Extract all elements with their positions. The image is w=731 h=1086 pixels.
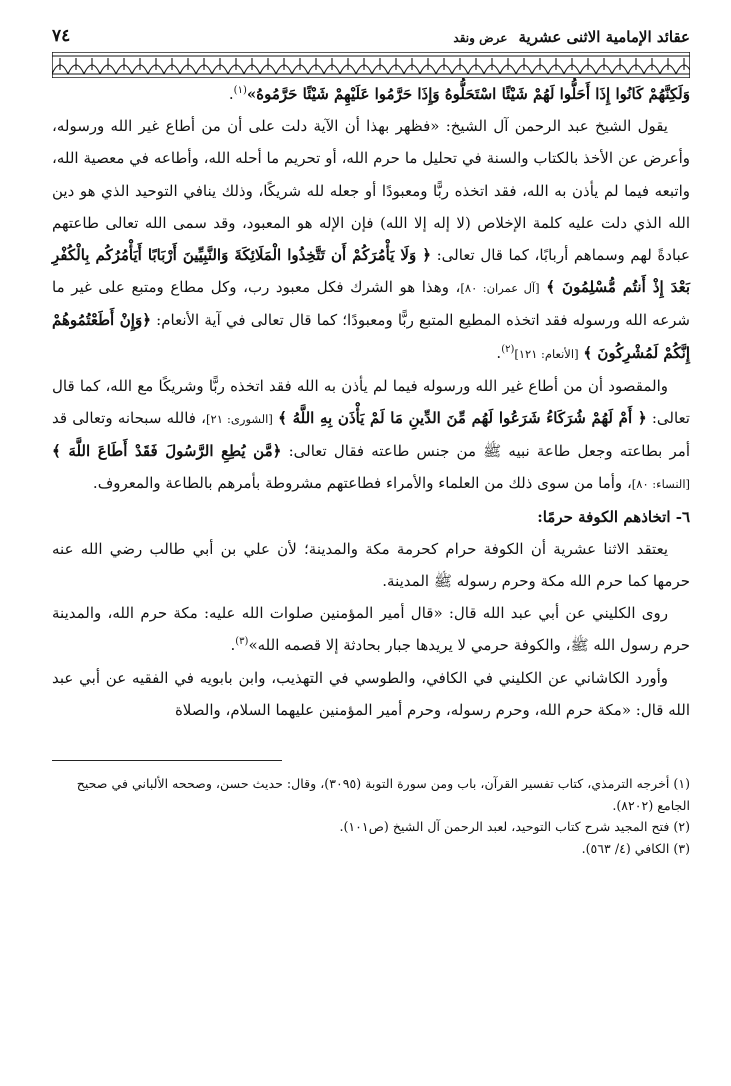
text-run: روى الكليني عن أبي عبد الله قال: «قال أمير المؤمنين صلوات الله عليه: مكة حرم الله، والمدينة حرم رسول الله ﷺ، والكوفة حرمي لا يريدها جبار بحادثة إلا قصمه الله» [52,604,690,655]
quran-verse: ﴿مَّن يُطِعِ الرَّسُولَ فَقَدْ أَطَاعَ اللَّهَ ﴾ [52,442,282,461]
paragraph-quote [52,110,690,370]
page-number: ٧٤ [52,26,71,46]
verse-reference: [آل عمران: ٨٠] [460,281,540,296]
quran-verse: وَلَكِنَّهُمْ كَانُوا إِذَا أَحَلُّوا لَهُمْ شَيْئًا اسْتَحَلُّوهُ وَإِذَا حَرَّمُوا عَلَيْهِمْ شَيْئًا حَرَّمُوهُ» [246,85,690,103]
quran-verse: ﴿ وَلَا يَأْمُرَكُمْ أَن تَتَّخِذُوا الْمَلَائِكَةَ وَالنَّبِيِّينَ أَرْبَابًا أَيَأْمُرُكُم بِالْكُفْرِ بَعْدَ إِذْ أَنتُم مُّسْلِمُونَ ﴾ [52,246,690,297]
footnote-ref-2: (٢) [501,343,515,355]
book-title: عقائد الإمامية الاثنى عشرية [518,28,690,46]
text-run: ، وأما من سوى ذلك من العلماء والأمراء فطاعتهم مشروطة بأمرهم بالطاعة والمعروف. [92,474,632,493]
quran-verse: ﴿وَإِنْ أَطَعْتُمُوهُمْ إِنَّكُمْ لَمُشْرِكُونَ ﴾ [52,311,690,362]
header-title-group [453,27,690,46]
main-text [52,78,690,726]
footnote-2: (٢) فتح المجيد شرح كتاب التوحيد، لعبد الرحمن آل الشيخ (ص١٠١). [339,819,690,835]
footnote-separator [52,760,282,761]
running-header [52,22,690,46]
punctuation: . [496,343,502,362]
paragraph-intent [52,370,690,501]
quran-verse: ﴿ أَمْ لَهُمْ شُرَكَاءُ شَرَعُوا لَهُم مِّنَ الدِّينِ مَا لَمْ يَأْذَن بِهِ اللَّهُ ﴾ [278,409,647,428]
verse-reference: [النساء: ٨٠] [631,477,690,492]
verse-reference: [الشورى: ٢١] [206,412,273,427]
section-heading: ٦- اتخاذهم الكوفة حرمًا: [537,507,690,526]
verse-reference: [الأنعام: ١٢١] [514,346,579,361]
footnotes [52,773,690,859]
punctuation: . [230,636,236,655]
footnote-ref-1: (١) [233,85,247,96]
paragraph-kulayni [52,597,690,661]
footnote-3: (٣) الكافي (٤/ ٥٦٣). [581,840,690,856]
paragraph-kashani: وأورد الكاشاني عن الكليني في الكافي، والطوسي في التهذيب، وابن بابويه في الفقيه عن أبي عبد الله قال: «مكة حرم الله، وحرم رسوله، وحرم أمير المؤمنين عليهما السلام، والصلاة [52,668,690,719]
text-run: ، فالله سبحانه وتعالى قد أمر بطاعته وجعل طاعة نبيه ﷺ من جنس طاعته فقال تعالى: [52,409,690,461]
footnote-ref-3: (٣) [235,636,249,648]
book-page [52,22,690,1062]
book-subtitle: عرض ونقد [453,31,508,45]
footnote-1: (١) أخرجه الترمذي، كتاب تفسير القرآن، باب ومن سورة التوبة (٣٠٩٥)، وقال: حديث حسن، وصححه الألباني في صحيح الجامع (٨٢٠٢). [76,776,690,813]
punctuation: . [228,85,234,103]
decorative-border [52,52,690,78]
text-run: يقول الشيخ عبد الرحمن آل الشيخ: «فظهر بهذا أن الآية دلت على أن من أطاع غير الله ورسوله، وأعرض عن الأخذ بالكتاب والسنة في تحليل ما حرم الله، أو تحريم ما أحله الله، وأطاعه في معصية الله، واتبعه فيما لم يأذن به الله، فقد اتخذه ربًّا ومعبودًا أو جعله لله شريكًا، وذلك ينافي التوحيد الذي هو دين الله الذي دلت عليه كلمة الإخلاص (لا إله إلا الله) فإن الإله هو المعبود، وقد سمى الله تعالى طاعتهم عبادةً لهم وسماهم أربابًا، كما قال تعالى: [52,117,690,265]
paragraph-quran-verse [52,78,690,110]
paragraph-kufa: يعتقد الاثنا عشرية أن الكوفة حرام كحرمة مكة والمدينة؛ لأن علي بن أبي طالب رضي الله عنه حرمها كما حرم الله مكة وحرم رسوله ﷺ المدينة. [52,539,690,591]
text-run: ، وهذا هو الشرك فكل معبود رب، وكل مطاع ومتبع على غير ما شرعه الله ورسوله فقد اتخذه المطيع المتبع ربًّا ومعبودًا؛ كما قال تعالى في آية الأنعام: [52,278,690,330]
text-run: والمقصود أن من أطاع غير الله ورسوله فيما لم يأذن به الله فقد اتخذه ربًّا وشريكًا مع الله، كما قال تعالى: [52,376,690,428]
